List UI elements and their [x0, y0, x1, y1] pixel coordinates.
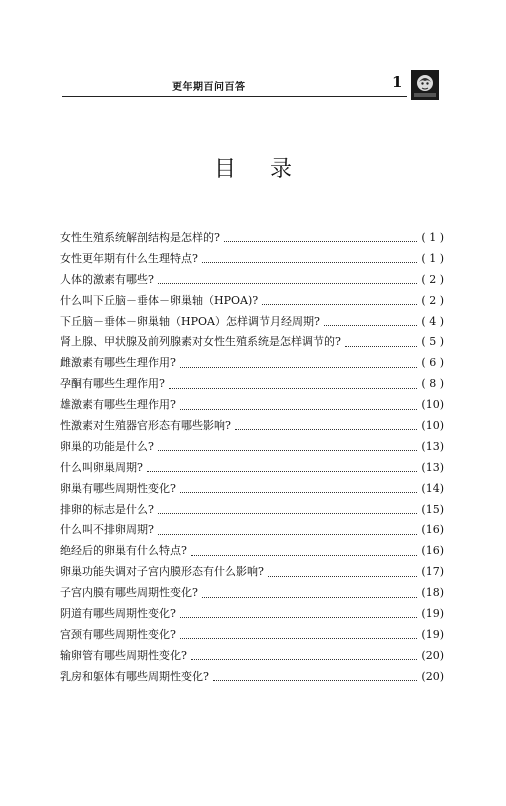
- toc-entry: [60, 667, 444, 688]
- toc-entry-title: 女性更年期有什么生理特点?: [60, 251, 198, 265]
- toc-heading: 目录: [213, 157, 326, 182]
- toc-entry-page: ( 2 ): [421, 293, 444, 307]
- toc-entry: [60, 353, 444, 374]
- toc-entry-page: ( 2 ): [421, 272, 444, 286]
- toc-entry-title: 阴道有哪些周期性变化?: [60, 607, 176, 621]
- toc-entry: [60, 625, 444, 646]
- toc-entry-title: 人体的激素有哪些?: [60, 272, 154, 286]
- dot-leader: [158, 282, 418, 284]
- dot-leader: [262, 303, 417, 305]
- toc-entry: [60, 646, 444, 667]
- toc-entry-page: (14): [421, 481, 444, 495]
- dot-leader: [191, 554, 418, 556]
- toc-entry: [60, 520, 444, 541]
- dot-leader: [213, 679, 418, 681]
- toc-entry-page: (10): [421, 419, 444, 433]
- dot-leader: [180, 637, 418, 639]
- dot-leader: [158, 533, 418, 535]
- toc-entry-title: 性激素对生殖器官形态有哪些影响?: [60, 419, 231, 433]
- toc-entry-title: 肾上腺、甲状腺及前列腺素对女性生殖系统是怎样调节的?: [60, 335, 341, 349]
- dot-leader: [324, 324, 418, 326]
- toc-entry: [60, 479, 444, 500]
- toc-entry-title: 雌激素有哪些生理作用?: [60, 356, 176, 370]
- toc-entry: [60, 249, 444, 270]
- dot-leader: [158, 512, 418, 514]
- header-rule: [62, 96, 407, 97]
- toc-entry-title: 女性生殖系统解剖结构是怎样的?: [60, 231, 220, 244]
- toc-entry-title: 乳房和躯体有哪些周期性变化?: [60, 669, 209, 683]
- toc-entry-title: 下丘脑－垂体－卵巢轴（HPOA）怎样调节月经周期?: [60, 314, 320, 328]
- toc-entry-title: 绝经后的卵巢有什么特点?: [60, 544, 187, 558]
- toc-entry: [60, 583, 444, 604]
- dot-leader: [180, 366, 418, 368]
- dot-leader: [235, 428, 418, 430]
- dot-leader: [180, 408, 418, 410]
- toc-entry-page: ( 1 ): [421, 251, 444, 265]
- toc-entry-page: (10): [421, 398, 444, 412]
- toc-entry-title: 输卵管有哪些周期性变化?: [60, 648, 187, 662]
- toc-entry: [60, 541, 444, 562]
- toc-entry-page: (16): [421, 544, 444, 558]
- toc-entry: [60, 228, 444, 249]
- dot-leader: [169, 387, 418, 389]
- toc-entry: [60, 332, 444, 353]
- book-title: 更年期百问百答: [172, 82, 246, 93]
- toc-entry-title: 子宫内膜有哪些周期性变化?: [60, 586, 198, 600]
- toc-entry-page: ( 4 ): [421, 314, 444, 328]
- dot-leader: [158, 449, 418, 451]
- dot-leader: [180, 616, 418, 618]
- running-header: [62, 70, 442, 100]
- dot-leader: [202, 261, 418, 263]
- toc-entry-title: 什么叫不排卵周期?: [60, 523, 154, 537]
- dot-leader: [180, 491, 418, 493]
- toc-entry: [60, 562, 444, 583]
- toc-entry: [60, 270, 444, 291]
- toc-entry-title: 卵巢有哪些周期性变化?: [60, 481, 176, 495]
- toc-entry: [60, 291, 444, 312]
- toc-entry: [60, 458, 444, 479]
- toc-entry-page: (19): [421, 607, 444, 621]
- toc-entry-page: ( 6 ): [421, 356, 444, 370]
- dot-leader: [224, 240, 418, 242]
- book-emblem-icon: [411, 70, 439, 100]
- toc-entry: [60, 395, 444, 416]
- table-of-contents: [60, 228, 444, 688]
- toc-entry-page: (20): [421, 648, 444, 662]
- dot-leader: [147, 470, 418, 472]
- toc-entry-page: ( 5 ): [421, 335, 444, 349]
- dot-leader: [202, 596, 418, 598]
- toc-entry-title: 卵巢的功能是什么?: [60, 439, 154, 453]
- toc-entry: [60, 500, 444, 521]
- dot-leader: [268, 575, 418, 577]
- toc-entry-title: 什么叫下丘脑－垂体－卵巢轴（HPOA)?: [60, 293, 259, 307]
- dot-leader: [191, 658, 418, 660]
- toc-entry-page: (17): [421, 565, 444, 579]
- toc-entry-page: (19): [421, 627, 444, 641]
- toc-entry-page: (18): [421, 586, 444, 600]
- toc-entry-page: ( 1 ): [421, 231, 444, 244]
- toc-entry: [60, 374, 444, 395]
- toc-entry-page: (15): [421, 502, 444, 516]
- toc-entry-page: ( 8 ): [421, 377, 444, 391]
- toc-entry-title: 雄激素有哪些生理作用?: [60, 398, 176, 412]
- toc-entry-title: 卵巢功能失调对子宫内膜形态有什么影响?: [60, 565, 264, 579]
- toc-entry: [60, 416, 444, 437]
- toc-entry-title: 宫颈有哪些周期性变化?: [60, 627, 176, 641]
- toc-entry-page: (20): [421, 669, 444, 683]
- toc-entry: [60, 312, 444, 333]
- toc-entry: [60, 604, 444, 625]
- toc-entry-page: (16): [421, 523, 444, 537]
- toc-entry-title: 孕酮有哪些生理作用?: [60, 377, 165, 391]
- toc-entry: [60, 437, 444, 458]
- toc-entry-title: 排卵的标志是什么?: [60, 502, 154, 516]
- dot-leader: [345, 345, 418, 347]
- toc-entry-page: (13): [421, 439, 444, 453]
- page-number: 1: [392, 73, 403, 91]
- toc-entry-title: 什么叫卵巢周期?: [60, 460, 143, 474]
- toc-entry-page: (13): [421, 460, 444, 474]
